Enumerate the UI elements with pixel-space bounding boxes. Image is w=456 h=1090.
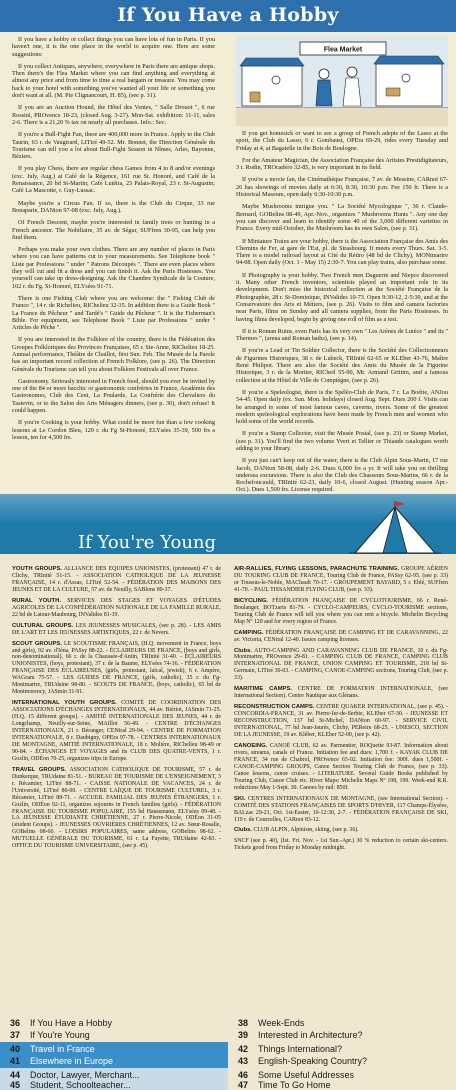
index-number: 43 [237, 1056, 248, 1066]
hobby-paragraph: If you just can't keep out of the water, there is the Club Alpin Sous-Marin, 17 rue Jacob, DANton 58-08, daily 2-6. Dues 6,000 frs a yr. It will take you on thrilling undersea excursions. There is also the Club des Chasseurs Sous-Marins, 66 r. de la Rochefoucauld, TRInité 62-23, daily 10-6, closed August. (Hunting season Apr.-Oct.). Dues 1,500 frs. License required. [236, 457, 448, 494]
hobby-paragraph: If you are an Auction Hound, the Hôtel des Ventes, " Salle Drouot ", 6 rue Rossini, PROvence 18-23, (closed Aug. 3-27). Mon-Sat. exhibition: 11-11, sales 2-6. There is a 21,20 % tax on nearly all purchases. Info.: Sec. [12, 104, 215, 126]
index-label: Week-Ends [258, 1018, 305, 1028]
young-entry-body: FÉDÉRATION FRANÇAISE DE CYCLOTOURISME, 66 r. René-Boulanger, BOTzaris 81-79. - CYCLO-CAMPEURS, CYCLO-TOURISME sections, Touring Club de France will tell you where you can rent a bicycle. Michelin Bicycling Map Nº 120 and for every region of France. [234, 597, 448, 625]
young-entry-heading: YOUTH GROUPS. [12, 566, 63, 572]
index-number: 46 [237, 1070, 248, 1080]
index-label: Time To Go Home [258, 1080, 331, 1090]
hobby-paragraph: If you're Cooking is your hobby. What could be more fun than a few cooking lessons at Le Cordon Bleu, 129 r. du Fg St-Honoré, ELYsées 35-39, 500 frs a lesson, ten for 4,500 frs. [12, 419, 215, 441]
index-label: Things International? [258, 1044, 343, 1054]
index-label: Travel in France [30, 1044, 95, 1054]
hobby-paragraph: Maybe Mushrooms intrigue you. " La Société Mycologique ", 36 r. Claude-Bernard, GOBelins 08-49, Apr.-Nov., organizes " Mushrooms Hunts ". Any one day you can discover and learn to identify some 40 of the 3,000 different varieties in France. Every mid-October, the Mushroom has its own Salon, (see p. 31). [236, 203, 448, 233]
young-entry-body: COMITÉ DE COORDINATION DES ASSOCIATIONS D'ÉCHANGES INTERNATIONAUX, 44 av. Biériot, JASmin 71-25. (H.Q. 15 different groups). - AMITIÉ INTERNATIONALE DES JEUNES, 44 r. de Longchamp, Neuilly-sur-Seine, MAIllot 56-49. - CENTRE D'ÉCHANGES INTERNATIONAUX, 21 r. Béranger, CENtral 29-94. - CENTRE DE FORMATION INTERNATIONALE, 8 r. Daubigny, OPEra 97-78. - CENTRES INTERNATIONAUX DE MONTAGNE, AMITIÉ INTERNATIONALE, 18 r. Molière, RIChelieu 98-49 or 90-84. - ÉCHANGES ET VOYAGES and its CLUB DES QUATRE-VENTS, 1 r. Gozlin, ODÉon 70-25, organizes trips in Europe. [12, 700, 221, 762]
hobby-paragraph: For the Amateur Magician, the Association Française des Artistes Prestidigitateurs, 3 r. Rodin, TROcadéro 32-85, is very important in its field. [236, 156, 448, 172]
hobby-paragraph: If you're a Stamp Collector, visit the Musée Postal, (see p. 23) or Stamp Market, (see p. 31). You'll find the two volume Yvert et Tellier or Thiaude catalogues worth adding to your library. [236, 430, 448, 452]
index-number: 44 [9, 1070, 20, 1080]
index-label: Doctor, Lawyer, Merchant... [30, 1070, 140, 1080]
hobby-paragraph: Perhaps you make your own clothes. There are any number of places in Paris where you can have patterns cut to your measurements. See Telephone book " Liste par Professions " under " Patrons Découpés ". There are even places where they will cut and fit a dress and you can finish it. Ask the Paris Hostesses. You yourself can take up dress-designing. Ask the Chambre Syndicale de la Couture, 102 r. du Fg. St-Honoré, ELYsées 91-71. [12, 246, 215, 290]
young-entry [12, 623, 221, 637]
hobby-title: If You Have a Hobby [117, 4, 339, 26]
index-number: 47 [237, 1080, 248, 1090]
index-link-young[interactable] [0, 1028, 228, 1042]
hobby-paragraph: If you play Chess, there are regular chess Games from 4 to 8 and/or evenings (exc. July, Aug.) at Café de la Régence, 161 rue St. Honoré, and Café de la Renaissance, 20 bd St-Martin; Café Lutétia, 23 Palais-Royal, 23 r. St-Augustin; Café La Mascotte, r. Guy-Lussac. [12, 165, 215, 195]
index-number: 36 [9, 1018, 20, 1028]
young-entry-heading: SCOUT GROUPS. [12, 640, 62, 647]
young-entry [234, 598, 448, 626]
young-entry [12, 641, 221, 697]
hobby-paragraph: If you are interested in the Folklore of the country, there is the Fédération des Groupes Folkloriques des Provinces Françaises, 65 r. Ste-Anne, RIChelieu 18-25. Annual performance, Théâtre de Chaillot, first Sun. Feb. The Musée de la Parole has an important record collection of French Folklore, (see p. 26). The Direction Générale du Tourisme can tell you about Folklore Festivals all over France. [12, 336, 215, 373]
hobby-paragraph: Of French Descent, maybe you're interested in family trees or hunting in a French ancestor. The Nobiliaire, 35 av. de Ségur, SUFfren 30-95, can help you find them. [12, 219, 215, 241]
young-entry-heading: Clubs. [234, 647, 252, 654]
young-entry-heading: CAMPING. [234, 629, 264, 636]
young-entry-body: CENTRE DE FORMATION INTERNATIONALE, (see International Section). Centre Nautique aux Glénans. [234, 686, 448, 700]
flea-market-illustration [236, 36, 448, 126]
index-label: Some Useful Addresses [258, 1070, 355, 1080]
hobby-paragraph: If you have a hobby or collect things you can have lots of fun in Paris. If you haven't one, it is the one place in the world to acquire one. Here are some suggestions: [12, 36, 215, 58]
young-entry [234, 648, 448, 683]
hobby-paragraph: Gastronomy. Seriously interested in French food, should you ever be invited by one of the 84 or more bacchic or gastronomic confréries in France, Académie des Gastronomes, Club des Cent, La Poularde, La Confrérie des Chevaliers du Tastevin, or to the Salon des Arts Ménagers dinners, (see p. 30), don't refuse! It could happen. [12, 377, 215, 415]
hobby-paragraph: If you're a Lead or Tin Soldier Collector, there is the Société des Collectionneurs de Figurines Historiques, 38 r. de Lubeck, TRInité 62-65 or KLEber 43-76, Maître René Philipot. There are also the Société des Amis du Musée de la Figurine Historique, 3 r. de la Mortier, RICheil 55-90, Mr. Armand Grittim, and a famous collection at the Hôtel de Ville de Compiègne, (see p. 26). [236, 347, 448, 384]
young-entry-heading: BICYCLING. [234, 597, 269, 604]
index-number: 45 [9, 1080, 20, 1090]
young-entry [12, 767, 221, 850]
index-link-english-speaking[interactable] [228, 1054, 456, 1068]
young-entry-heading: Clubs. [234, 827, 252, 834]
young-entry-body: CENTRES INTERNATIONAUX DE MONTAGNE, (see International Section). - COMITÉ DES STATIONS FRANÇAISES DE SPORTS D'HIVER, 117 Champs-Élysées, BALzac 29-21, Oct. 1st-Easter, 10-12:30, 2-7. - FÉDÉRATION FRANÇAISE DE SKI, 119 r. de Courcelles, CARnot 83-12. [234, 795, 448, 823]
young-right-column [234, 566, 448, 856]
hobby-paragraph: If you're a Bull-Fight Fan, there are 400,000 more in France. Apply to the Club Taurin, 63 r. de Vaugirard, LITtré 49-52. Mr. Bonnet, the Direction Générale du Tourisme can tell you a lot about Bull-Fight Season in Nîmes, Arles, Bayonne, Béziers. [12, 131, 215, 161]
hobby-paragraph: If it is Roman Ruins, even Paris has its very own " Les Arènes de Lutèce " and its " Thermes ", (arena and Roman baths), (see p. 14). [236, 327, 448, 343]
young-entry [234, 796, 448, 824]
young-entry [234, 686, 448, 700]
sign-label: Flea Market [323, 46, 363, 54]
index-label: If You're Young [30, 1030, 90, 1040]
young-entry-body: ALLIANCE DES EQUIPES UNIONISTES, (protestant) 47 r. de Clichy, TRInité 51-15. - ASSOCIATION CATHOLIQUE DE LA JEUNESSE FRANÇAISE, 14 r. d'Assas, LITtré 52-54. - FÉDÉRATION DES MAISONS DES JEUNES ET DE LA CULTURE, 57 av. de Neuilly, SABlons 80-37. [12, 566, 222, 593]
index-label: Student, Schoolteacher... [30, 1080, 131, 1090]
young-entry-body: CANOË CLUB, 62 av. Parmentier, ROQuette 93-87. Information about rivers, streams, canals of France. Initiation fee and dues: 1,700 f. - KAYAK CLUB DE FRANCE, 34 rue de Chabrol, PROvence 65-02. Initiation fee: 300f. dues 1,500f. - CANOE-CAMPING GROUPS, Canoe Section Touring Club de France, (see p. 33). Canoe lessons, canoe cruises. - LITERATURE. Several Guide Books published by Touring Club, Canoe Club etc. River Maps: Michelin Maps Nº 198, 199. Week-end R.R. reductions May 1-Sept. 30. Canoes by rail: 850f. [234, 742, 448, 791]
young-entry [234, 743, 448, 792]
young-entry [12, 700, 221, 763]
index-link-europe[interactable] [0, 1054, 228, 1068]
young-entry-heading: AIR-RALLIES, FLYING LESSONS, PARACHUTE TRAINING. [234, 566, 400, 572]
young-entry-body: CLUB ALPIN, Alpinism, skiing, (see p. 36). [253, 827, 359, 834]
young-entry-body: FÉDÉRATION FRANÇAISE DE CAMPING ET DE CARAVANNING, 22 av. Victoria, CENtral 12-40. Issues camping licenses. [234, 629, 448, 643]
young-left-column [12, 566, 221, 854]
young-entry-body: SNCF (see p. 40), (Ist. Fri. Nov. - 1st Sun.-Apr.) 30 % reduction to certain ski-centers. Tickets good from Friday to Monday midnight. [234, 838, 448, 852]
young-entry [234, 838, 448, 852]
young-entry-body: SERVICES DES STAGES ET VOYAGES D'ÉTUDES AGRICOLES DE LA CONFÉDÉRATION NATIONALE DE LA FAMILLE RURALE, 22 bd de Latour-Maubourg, INValides 81-19. [12, 597, 221, 618]
young-entry-heading: RURAL YOUTH. [12, 597, 62, 604]
index-number: 37 [9, 1030, 20, 1040]
index-label: English-Speaking Country? [258, 1056, 368, 1066]
index-number: 39 [237, 1030, 248, 1040]
young-entry [234, 566, 448, 594]
hobby-paragraph: If you're a Speleologist, there is the Spéléo-Club de Paris, 7 r. La Boétie, ANJou 54-45. Open daily (ex. Sun. Mon. holidays) closed Aug. Sept. Dues 200 f. Visits can be arranged to some of most famous caves, caverns, rivers. Some of the greatest modern speleological explorations have been made by French men and women who hold some of the world records. [236, 388, 448, 426]
young-entry [234, 827, 448, 834]
young-entry-heading: RECONSTRUCTION CAMPS. [234, 704, 315, 711]
young-entry-heading: MARITIME CAMPS. [234, 686, 293, 693]
young-entry-heading: CANOEING. [234, 742, 268, 749]
young-title: If You're Young [78, 532, 217, 553]
young-entry-heading: INTERNATIONAL YOUTH GROUPS. [12, 700, 117, 707]
section-index [0, 1014, 456, 1090]
index-label: Interested in Architecture? [258, 1030, 363, 1040]
hobby-paragraph: If you get homesick or want to see a group of French adepts of the Lasso at the sport, the Club du Lasso, 6 r. Gombaust, OPEra 69-29, rides every Tuesday and Friday at 4, at Bagatelle in the Bois de Boulogne. [236, 130, 448, 152]
young-entry-body: GROUPE AÉRIEN DU TOURING CLUB DE FRANCE, Touring Club de France, PASsy 62-95. (see p. 33) or Toussus-le-Noble, MAChault 70-17. - GROUPEMENT BAYARD, 5 r. Eblé, SUFfren 41-70. - PAUL TISSANDIER FLYING CLUB, (see p. 33). [234, 566, 449, 593]
young-entry [12, 598, 221, 619]
young-entry-heading: CULTURAL GROUPS. [12, 622, 74, 629]
hobby-paragraph: If you're a movie fan, the Cinémathèque Française, 7 av. de Messine, CARnot 67-26 has showings of movies daily at 6:30, 8:30, 10:30 p.m. Fee 150 fr. There is a Historical Museum, open daily 6:30-10:30 p.m. [236, 176, 448, 199]
young-entry-body: ASSOCIATION CATHOLIQUE DE TOURISME, 57 r. de Dunkerque, TRUdaine 81-51. - BUREAU DE TOURISME DE L'ENSEIGNEMENT, 3 r. Récamier, LITtré 88-71. - CAISSE NATIONALE DE VACANCES, 24 r. de l'Université, LITtré 80-00. - CENTRE LAÏQUE DE TOURISME CULTUREL, 3 r. Récamier, LITtré 88-71. - ACCUEIL FAMILIAL DES JEUNES ÉTRANGERS, 1 r. Gozlin, ODÉon 92-11, organizes sojourns in French families (girls). - FÉDÉRATION FRANÇAISE DU TOURISME POPULAIRE, 155 bd Haussmann, ELYsées 09-48. - LA JEUNESSE ÉTUDIANTE CHRÉTIENNE, 27 r. Pierre-Nicole, ODÉon 31-05 (student Groups). - JEUNESSES OUVRIÈRES CHRÉTIENNES, 12 av. Sœur-Rosalie, GOBelins 08-60. - LOISIRS POPULAIRES, same address, GOBelins 98-62. - MUTUELLE GÉNÉRALE DU TOURISME, 61 r. La Fayette, TRUdaine 42-83. - OFFICE DU TOURISME UNIVERSITAIRE, (see p. 45). [12, 766, 221, 850]
young-entry-body: AUTO-CAMPING AND CARAVANNING CLUB DE FRANCE, 10 r. du Fg-Montmartre, PROvence 29-81. - CAMPING CLUB DE FRANCE, CAMPING CLUB INTERNATIONAL DE FRANCE, UNION CAMPING ET TOURISME, 218 bd St-Germain, LITtré 30-03. - CAMPING, CANOE-CAMPING sections, Touring Club, (see p. 33). [234, 647, 448, 682]
hobby-right-column [236, 36, 448, 499]
tent-illustration [345, 499, 445, 557]
young-entry-body: CENTRE QUAKER INTERNATIONAL, (see p. 45). - CONCORDIA-FRANCE, 31 av. Pierre-Ier-de-Serbie, KLEber 67-30. - JEUNESSE ET RECONSTRUCTION, 137 bd St-Michel, DANton 60-97. - SERVICE CIVIL INTERNATIONAL, 77 bd Jean-Jaurès, Clichy, PEReire 68-25. - UNESCO, SECTION DE LA JEUNESSE, 19 av. Kléber, KLEber 52-00, (see p. 42). [234, 704, 448, 739]
young-entry-body: LES JEUNESSES MUSICALES, (see p. 28). - LES AMIS DE L'ART ET LES JEUNESSES ARTISTIQUES, 22 r. de Nevers. [12, 622, 221, 636]
young-entry-body: LE SCOUTISME FRANÇAIS, (H.Q. movement in France, boys and girls), 92 av. d'Iéna, PASsy 88-22. - ÉCLAIREURS DE FRANCE, (boys and girls, non-denominational), 66 r. de la Chaussée-d'Antin, TRInité 31-40. - ÉCLAIREURS UNIONISTES, (boys, protestant), 37 r. de la Baume, ELYsées 74-36. - FÉDÉRATION FRANÇAISE DES ÉCLAIREUSES, (girls, protestant, laïcal, jewish), 6 r. Ampère, WAGram 75-57. - LES GUIDES DE FRANCE, (girls, catholic), 35 r. du Fg-Montmartre, TRUdaine 98-80. - SCOUTS DE FRANCE, (boys, catholic), 65 bd de Montmorency, JASmin 31-91. [12, 640, 221, 696]
hobby-section [0, 0, 456, 494]
young-entry-heading: SKI. [234, 795, 246, 802]
hobby-paragraph: There is one Fishing Club where you are welcome: the " Fishing Club de France ", 14 r. de Richelieu, RIChelieu 32-35. In addition there is a Guide Book " La France du Pêcheur " and Tardé's " Guide du Pêcheur ". It is the Fisherman's Bible. For equipment, see Telephone Book " Liste par Professions " under " Articles de Pêche ". [12, 294, 215, 332]
index-link-go-home[interactable] [228, 1080, 456, 1090]
index-label: Elsewhere in Europe [30, 1056, 114, 1066]
young-entry [234, 704, 448, 739]
index-number: 41 [9, 1056, 20, 1066]
young-section [0, 494, 456, 1014]
hobby-paragraph: If Miniature Trains are your hobby, there is the Association Française des Amis des Chemins de Fer, at gare de l'Est, pl. de Strasbourg. It meets every Thurs. Sat. 3-5. There is a model railroad layout at Cité du Rétiro (48 bd de Clichy), MONtmartre 94-08. Open daily (Oct. 1 - May 15) 2:30-7. You can play trains, also purchase some. [236, 237, 448, 267]
young-entry [12, 566, 221, 594]
hobby-paragraph: If Photography is your hobby. Two French men Daguerre and Niepce discovered it. Many other French inventors, scientists played an important role in its development. Don't miss the historical collection at the Société Française de la Photographie, 28 r. St-Dominique, INValides 10-73. Open 9:30-12, 2-5:30, and at the Conservatoire des Arts et Métiers, (see p. 26). Visits to film and camera factories near Paris, films on Sunday and all camera supplies, from the Paris Hostesses. In having films developed, begin by giving one roll of film as a test. [236, 271, 448, 323]
hobby-paragraph: If you collect Antiques, anywhere, everywhere in Paris there are antique shops. Then there's the Flea Market where you can find anything and everything at almost any price and from time to time a real bargain or treasure. You may come back to your hotel with something you've wanted all your life or something you don't want at all. (M. Pte Clignancourt, H. 85), (see p. 31). [12, 62, 215, 100]
hobby-paragraph: Maybe you're a Circus Fan. If so, there is the Club du Cirque, 33 rue Bonaparte, DANton 97-08 (exc. July, Aug.). [12, 199, 215, 214]
index-number: 38 [237, 1018, 248, 1028]
index-label: If You Have a Hobby [30, 1018, 113, 1028]
index-number: 40 [9, 1044, 20, 1054]
hobby-left-column [12, 36, 215, 446]
young-entry [234, 630, 448, 644]
index-link-architecture[interactable] [228, 1028, 456, 1042]
index-number: 42 [237, 1044, 248, 1054]
young-entry-heading: TRAVEL GROUPS. [12, 766, 67, 773]
index-link-student[interactable] [0, 1080, 228, 1090]
